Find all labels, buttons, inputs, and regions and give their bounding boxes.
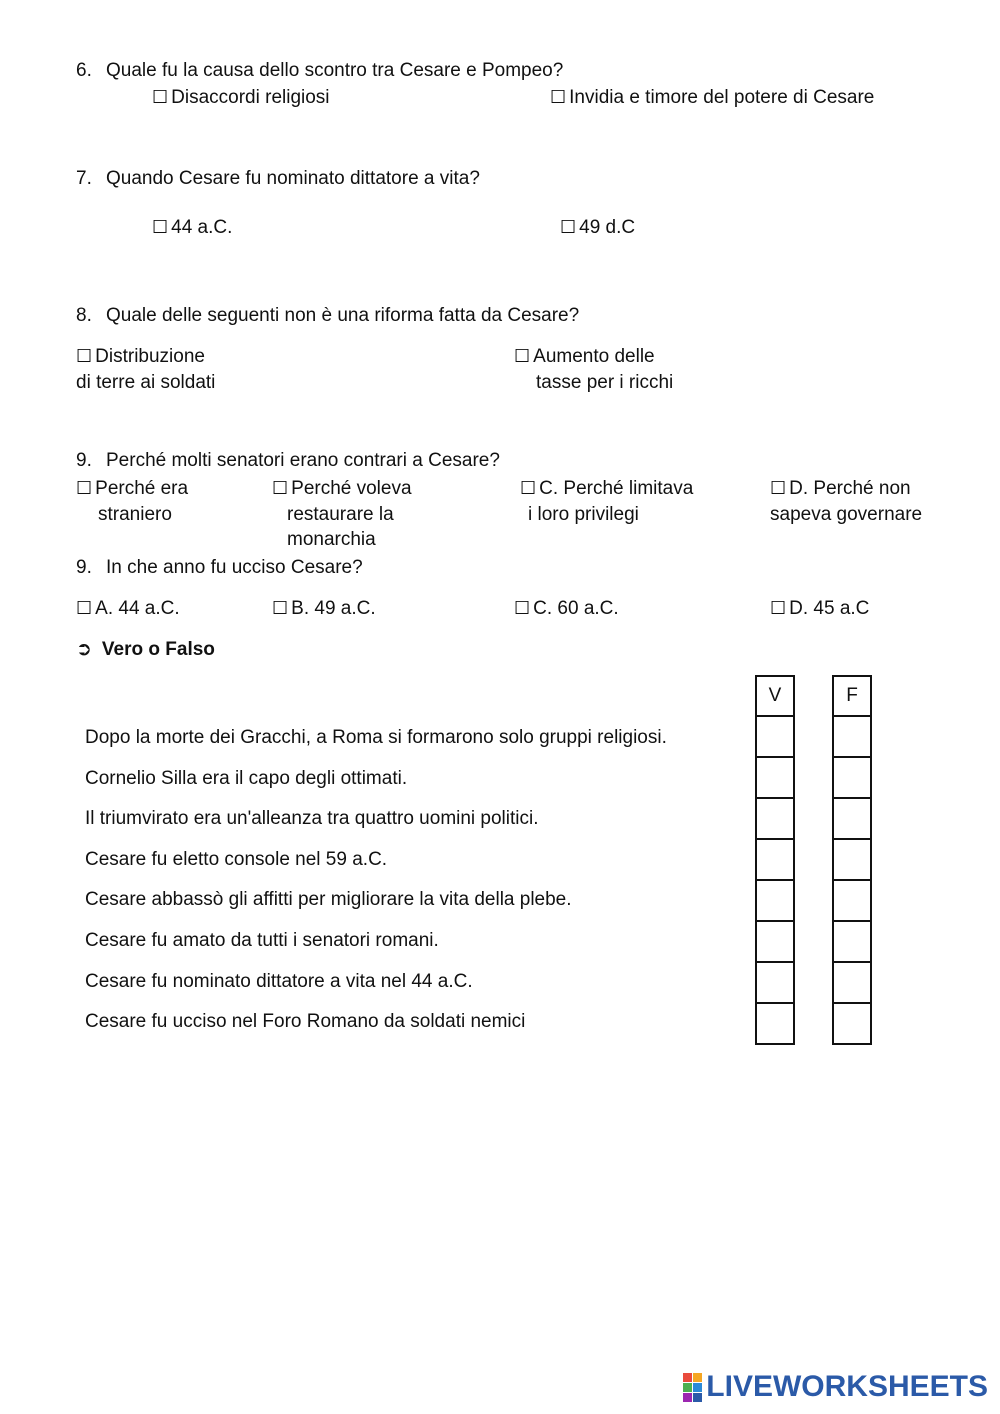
statement: Cesare fu eletto console nel 59 a.C. — [85, 849, 388, 870]
question-9b-text: In che anno fu ucciso Cesare? — [106, 557, 363, 578]
q9a-option-3-line2: i loro privilegi — [528, 504, 639, 525]
liveworksheets-logo — [683, 1370, 988, 1404]
option-label: B. 49 a.C. — [291, 598, 376, 619]
arrow-icon: ➲ — [76, 638, 92, 660]
false-column-header: F — [834, 677, 870, 717]
true-box[interactable] — [757, 840, 793, 881]
false-column — [832, 675, 872, 1045]
checkbox-icon[interactable]: ☐ — [272, 478, 289, 499]
false-box[interactable] — [834, 963, 870, 1004]
question-7-text: Quando Cesare fu nominato dittatore a vita? — [106, 168, 480, 189]
false-box[interactable] — [834, 840, 870, 881]
checkbox-icon[interactable]: ☐ — [770, 598, 787, 619]
checkbox-icon[interactable]: ☐ — [152, 217, 169, 238]
checkbox-icon[interactable]: ☐ — [152, 87, 169, 108]
true-box[interactable] — [757, 963, 793, 1004]
q9b-option-4[interactable] — [770, 596, 869, 622]
q8-option-2-line2: tasse per i ricchi — [536, 372, 674, 393]
question-number: 6. — [76, 60, 92, 81]
option-label: D. 45 a.C — [789, 598, 870, 619]
true-box[interactable] — [757, 799, 793, 840]
checkbox-icon[interactable]: ☐ — [560, 217, 577, 238]
option-label: A. 44 a.C. — [95, 598, 180, 619]
checkbox-icon[interactable]: ☐ — [514, 346, 531, 367]
true-box[interactable] — [757, 922, 793, 963]
q9a-option-3[interactable] — [520, 476, 693, 502]
statement: Cesare fu amato da tutti i senatori romani. — [85, 930, 439, 951]
true-box[interactable] — [757, 717, 793, 758]
q9a-option-2-line3: monarchia — [287, 529, 376, 550]
q9a-option-4[interactable] — [770, 476, 911, 502]
true-column-header: V — [757, 677, 793, 717]
checkbox-icon[interactable]: ☐ — [76, 598, 93, 619]
option-label: Invidia e timore del potere di Cesare — [569, 87, 875, 108]
checkbox-icon[interactable]: ☐ — [76, 346, 93, 367]
q8-option-1-line2: di terre ai soldati — [76, 372, 216, 393]
statement: Cornelio Silla era il capo degli ottimati. — [85, 768, 408, 789]
option-label: Perché voleva — [291, 478, 412, 499]
q6-option-2[interactable] — [550, 85, 874, 111]
false-box[interactable] — [834, 717, 870, 758]
true-box[interactable] — [757, 758, 793, 799]
false-box[interactable] — [834, 1004, 870, 1045]
false-box[interactable] — [834, 881, 870, 922]
q9a-option-1-line2: straniero — [98, 504, 172, 525]
checkbox-icon[interactable]: ☐ — [520, 478, 537, 499]
section-header — [76, 636, 215, 663]
false-box[interactable] — [834, 758, 870, 799]
option-label: Aumento delle — [533, 346, 655, 367]
checkbox-icon[interactable]: ☐ — [770, 478, 787, 499]
option-label: 49 d.C — [579, 217, 636, 238]
logo-icon — [683, 1373, 702, 1402]
q6-option-1[interactable] — [152, 85, 330, 111]
q9a-option-2-line2: restaurare la — [287, 504, 394, 525]
q7-option-2[interactable] — [560, 215, 635, 241]
checkbox-icon[interactable]: ☐ — [76, 478, 93, 499]
statement: Dopo la morte dei Gracchi, a Roma si formarono solo gruppi religiosi. — [85, 727, 667, 748]
checkbox-icon[interactable]: ☐ — [272, 598, 289, 619]
q9b-option-3[interactable] — [514, 596, 619, 622]
statement: Il triumvirato era un'alleanza tra quattro uomini politici. — [85, 808, 539, 829]
question-8-text: Quale delle seguenti non è una riforma fatta da Cesare? — [106, 305, 580, 326]
option-label: C. 60 a.C. — [533, 598, 619, 619]
question-7-number: 7. — [76, 168, 92, 189]
option-label: 44 a.C. — [171, 217, 233, 238]
q9a-option-2[interactable] — [272, 476, 412, 502]
question-9b-number: 9. — [76, 557, 92, 578]
q8-option-1[interactable] — [76, 344, 205, 370]
logo-text: LIVEWORKSHEETS — [706, 1370, 988, 1403]
statement: Cesare abbassò gli affitti per migliorare la vita della plebe. — [85, 889, 572, 910]
q8-option-2[interactable] — [514, 344, 655, 370]
q9a-option-4-line2: sapeva governare — [770, 504, 923, 525]
question-9a-text: Perché molti senatori erano contrari a Cesare? — [106, 450, 500, 471]
false-box[interactable] — [834, 922, 870, 963]
section-title: Vero o Falso — [101, 639, 215, 660]
true-box[interactable] — [757, 1004, 793, 1045]
true-box[interactable] — [757, 881, 793, 922]
statement: Cesare fu ucciso nel Foro Romano da soldati nemici — [85, 1011, 526, 1032]
option-label: Perché era — [95, 478, 189, 499]
option-label: C. Perché limitava — [539, 478, 694, 499]
checkbox-icon[interactable]: ☐ — [514, 598, 531, 619]
question-6-text: Quale fu la causa dello scontro tra Cesare e Pompeo? — [106, 60, 564, 81]
checkbox-icon[interactable]: ☐ — [550, 87, 567, 108]
option-label: D. Perché non — [789, 478, 911, 499]
q7-option-1[interactable] — [152, 215, 232, 241]
q9b-option-2[interactable] — [272, 596, 376, 622]
true-column — [755, 675, 795, 1045]
q9a-option-1[interactable] — [76, 476, 188, 502]
option-label: Distribuzione — [95, 346, 205, 367]
question-9a-number: 9. — [76, 450, 92, 471]
question-8-number: 8. — [76, 305, 92, 326]
statement: Cesare fu nominato dittatore a vita nel 44 a.C. — [85, 971, 473, 992]
false-box[interactable] — [834, 799, 870, 840]
question-6 — [76, 58, 92, 84]
q9b-option-1[interactable] — [76, 596, 180, 622]
option-label: Disaccordi religiosi — [171, 87, 330, 108]
